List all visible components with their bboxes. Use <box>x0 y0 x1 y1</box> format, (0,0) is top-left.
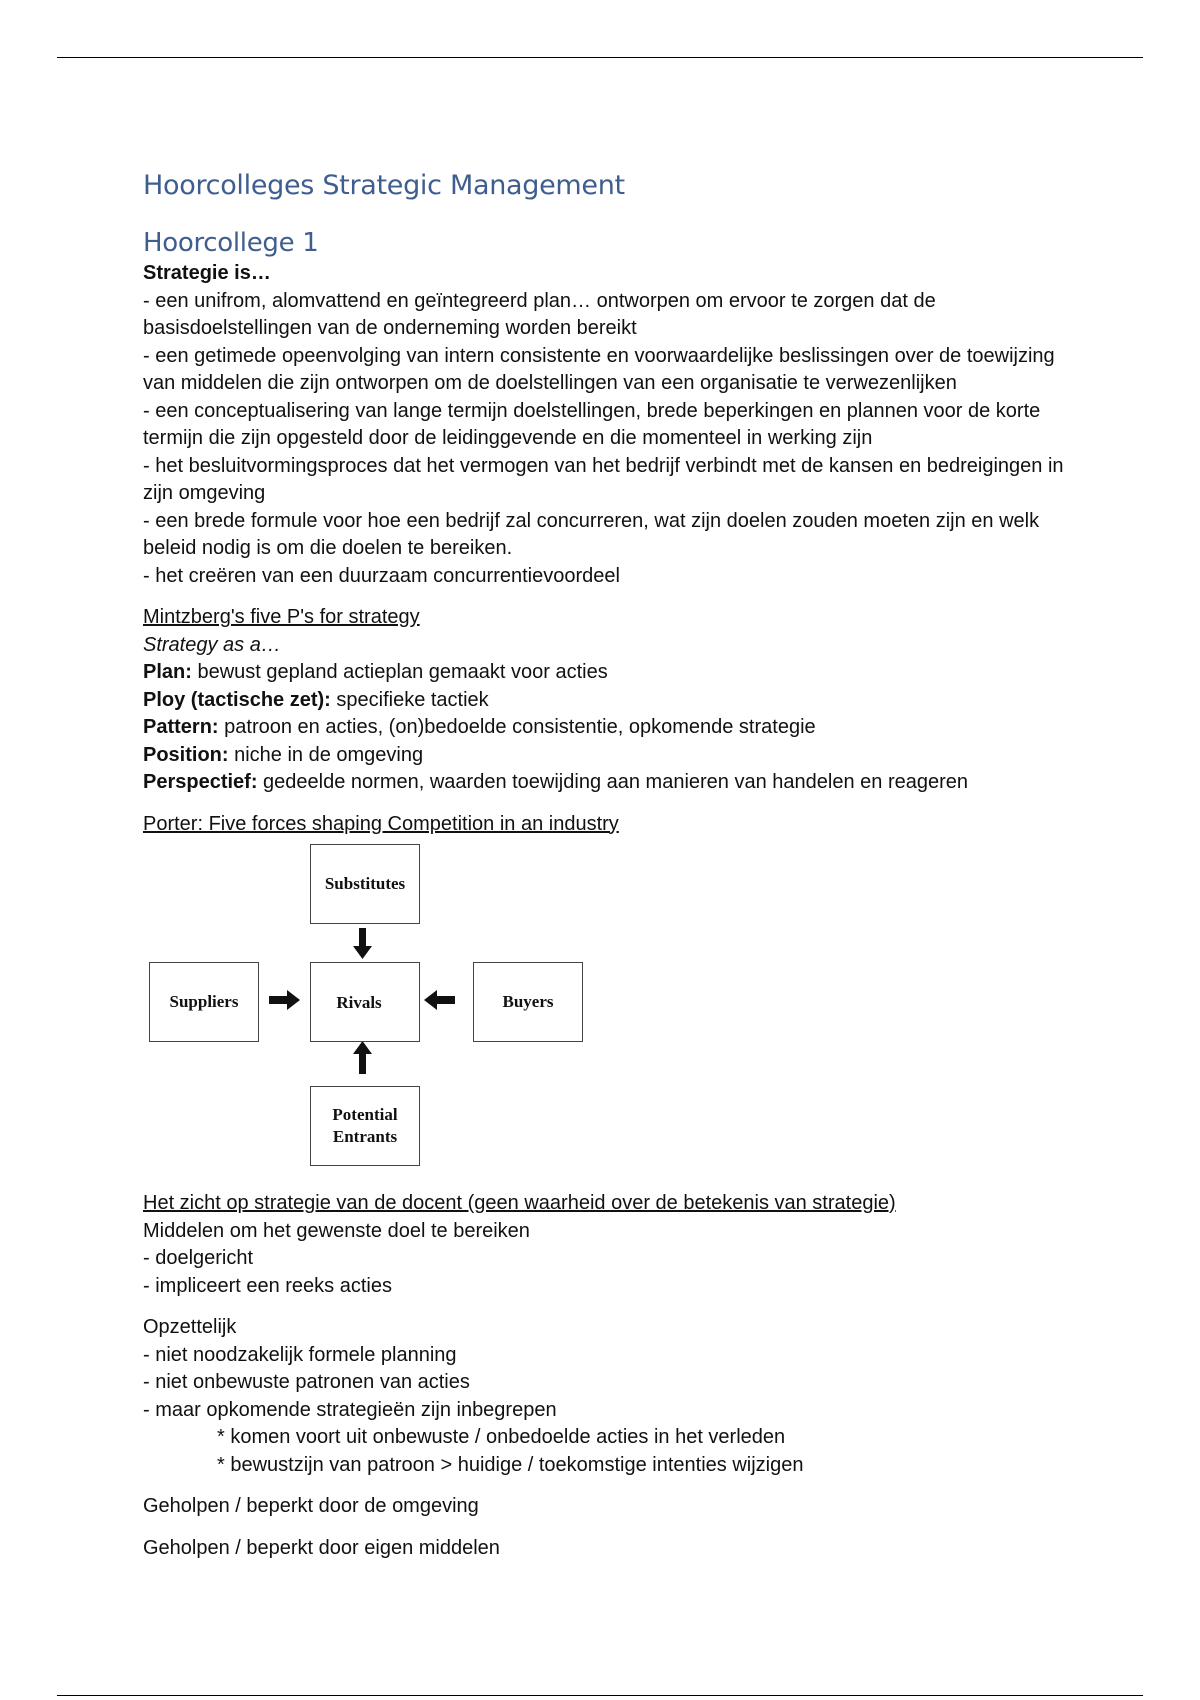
mintzberg-subheading: Strategy as a… <box>143 633 281 656</box>
top-rule <box>57 57 1143 58</box>
mintzberg-item <box>143 769 1073 797</box>
opzettelijk-item: - maar opkomende strategieën zijn inbegrepen <box>143 1398 557 1421</box>
mintzberg-item <box>143 714 1073 742</box>
geholpen-line: Geholpen / beperkt door eigen middelen <box>143 1536 500 1559</box>
definition: bewust gepland actieplan gemaakt voor acties <box>191 661 608 683</box>
view-line: Middelen om het gewenste doel te bereiken <box>143 1219 530 1242</box>
mintzberg-item <box>143 742 1073 770</box>
view-line: - doelgericht <box>143 1247 254 1269</box>
definition: niche in de omgeving <box>228 743 424 766</box>
mintzberg-heading: Mintzberg's five P's for strategy <box>143 606 420 628</box>
arrow-down-icon <box>353 928 372 959</box>
strategy-item: - een getimede opeenvolging van intern consistente en voorwaardelijke beslissingen over de toewijzing van middelen die zijn ontworpen om de doelstellingen van een organisatie te verwezenlijken <box>143 344 1055 394</box>
opzettelijk-subitem: * bewustzijn van patroon > huidige / toekomstige intenties wijzigen <box>217 1453 804 1476</box>
entrants-line-2: Entrants <box>332 1127 398 1146</box>
buyers-box: Buyers <box>473 962 583 1042</box>
definition: patroon en acties, (on)bedoelde consistentie, opkomende strategie <box>218 716 816 738</box>
strategy-item: - een conceptualisering van lange termijn doelstellingen, brede beperkingen en plannen voor de korte termijn die zijn opgesteld door de leidinggevende en die momenteel in werking zijn <box>143 399 1041 449</box>
strategy-item: - een unifrom, alomvattend en geïntegreerd plan… ontworpen om ervoor te zorgen dat de basisdoelstellingen van de onderneming worden bereikt <box>143 289 936 339</box>
definition: gedeelde normen, waarden toewijding aan manieren van handelen en reageren <box>257 771 969 793</box>
footer-rule <box>57 1695 1143 1696</box>
potential-entrants-box <box>310 1086 420 1166</box>
arrow-right-icon <box>269 990 300 1010</box>
opzettelijk-item: - niet onbewuste patronen van acties <box>143 1371 470 1393</box>
five-forces-diagram <box>143 844 603 1184</box>
arrow-up-icon <box>353 1041 372 1074</box>
opzettelijk-heading: Opzettelijk <box>143 1316 237 1338</box>
rivals-box <box>310 962 420 1042</box>
definition: specifieke tactiek <box>330 688 489 711</box>
view-heading: Het zicht op strategie van de docent (geen waarheid over de betekenis van strategie) <box>143 1192 896 1214</box>
strategy-item: - het besluitvormingsproces dat het vermogen van het bedrijf verbindt met de kansen en bedreigingen in zijn omgeving <box>143 454 1064 504</box>
term: Perspectief: <box>143 771 258 793</box>
view-line: - impliceert een reeks acties <box>143 1274 392 1297</box>
porter-heading: Porter: Five forces shaping Competition in an industry <box>143 812 619 835</box>
geholpen-line: Geholpen / beperkt door de omgeving <box>143 1495 479 1517</box>
section-title: Hoorcollege 1 <box>143 228 319 258</box>
term: Plan: <box>143 661 192 683</box>
strategy-heading: Strategie is… <box>143 262 271 284</box>
arrow-left-icon <box>424 990 455 1010</box>
opzettelijk-subitem: * komen voort uit onbewuste / onbedoelde acties in het verleden <box>217 1426 786 1448</box>
document-body <box>143 168 1073 1562</box>
rivals-label: Rivals <box>336 993 382 1012</box>
mintzberg-item <box>143 659 1073 687</box>
strategy-item: - een brede formule voor hoe een bedrijf zal concurreren, wat zijn doelen zouden moeten zijn en welk beleid nodig is om die doelen te bereiken. <box>143 509 1040 559</box>
mintzberg-item <box>143 687 1073 715</box>
term: Pattern: <box>143 716 219 738</box>
suppliers-box: Suppliers <box>149 962 259 1042</box>
term: Ploy (tactische zet): <box>143 688 331 711</box>
strategy-item: - het creëren van een duurzaam concurrentievoordeel <box>143 564 620 587</box>
term: Position: <box>143 743 229 766</box>
document-title: Hoorcolleges Strategic Management <box>143 170 625 201</box>
entrants-line-1: Potential <box>332 1105 398 1124</box>
substitutes-box: Substitutes <box>310 844 420 924</box>
opzettelijk-item: - niet noodzakelijk formele planning <box>143 1343 457 1366</box>
